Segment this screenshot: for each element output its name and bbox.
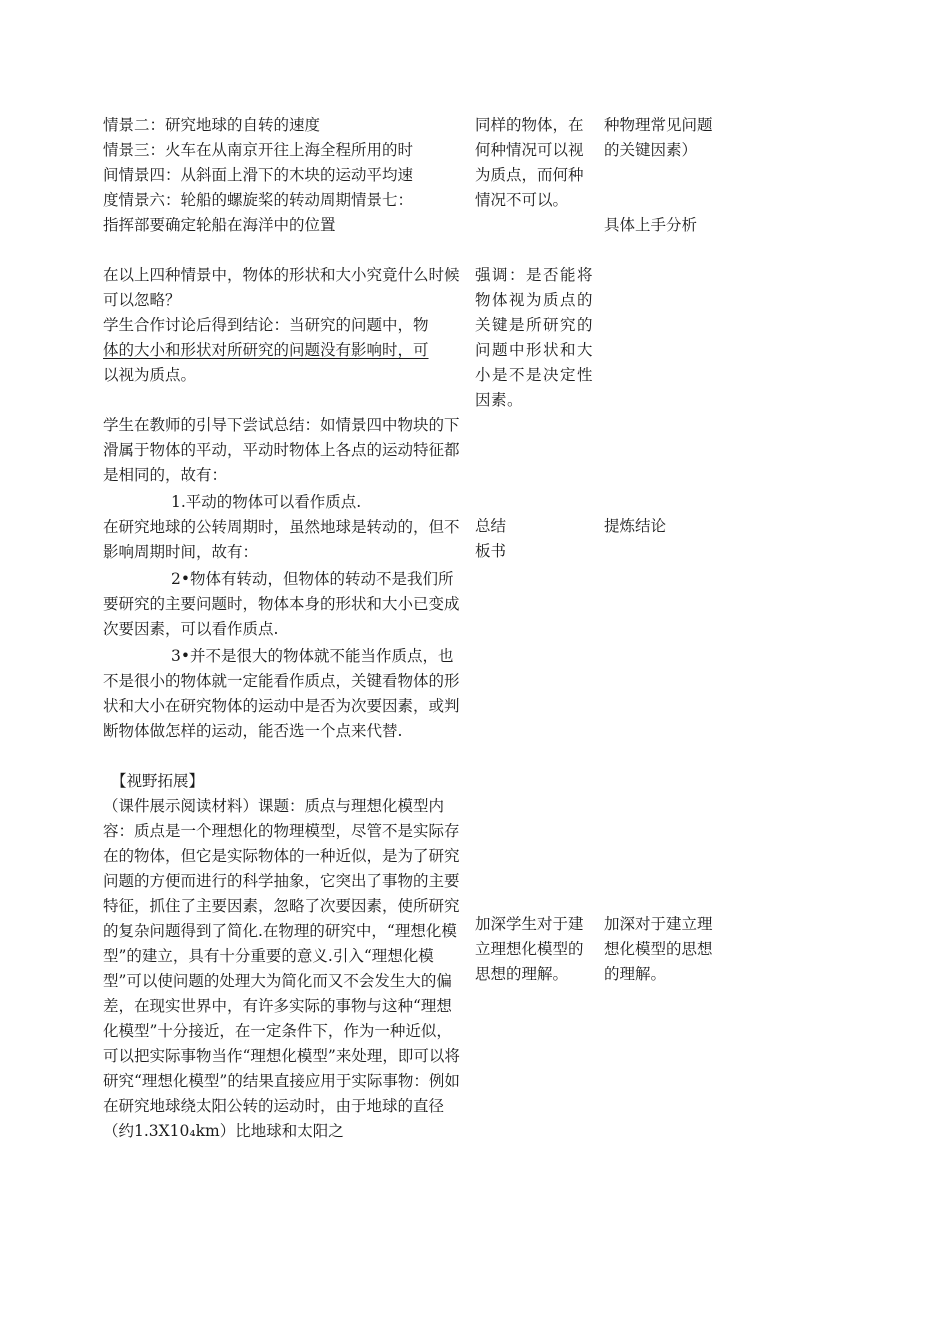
conclusion-underlined: 体的大小和形状对所研究的问题没有影响时，可 — [103, 341, 429, 359]
mid-block-3-line2: 板书 — [475, 542, 507, 560]
mid-block-1: 同样的物体，在何种情况可以视为质点，而何种情况不可以。 — [475, 116, 584, 209]
conclusion-paragraph — [103, 313, 465, 388]
scenario-line: 间情景四：从斜面上滑下的木块的运动平均速 — [103, 166, 414, 184]
scenario-line: 度情景六：轮船的螺旋桨的转动周期情景七： — [103, 191, 414, 209]
conclusion-prefix: 学生合作讨论后得到结论：当研究的问题中，物 — [103, 316, 429, 334]
right-block-1: 种物理常见问题的关键因素） — [604, 116, 713, 159]
conclusion-suffix: 以视为质点。 — [103, 366, 197, 384]
point-3-text: 并不是很大的物体就不能当作质点，也不是很小的物体就一定能看作质点，关键看物体的形状和大小在研究物体的运动中是否为次要因素，或判断物体做怎样的运动，能否选一个点来代替. — [103, 647, 460, 740]
orbit-paragraph: 在研究地球的公转周期时，虽然地球是转动的，但不影响周期时间，故有： — [103, 518, 460, 561]
mid-block-3 — [475, 514, 593, 564]
right-block-4: 加深对于建立理想化模型的思想的理解。 — [604, 915, 713, 983]
main-column — [103, 113, 465, 1144]
point-3 — [103, 644, 465, 744]
point-2-number: 2• — [171, 570, 191, 588]
right-block-3: 提炼结论 — [604, 517, 667, 535]
point-2-text: 物体有转动，但物体的转动不是我们所要研究的主要问题时，物体本身的形状和大小已变成次要因素，可以看作质点. — [103, 570, 460, 638]
mid-block-2: 强调：是否能将物体视为质点的关键是所研究的问题中形状和大小是不是决定性因素。 — [475, 266, 593, 409]
scenario-line: 指挥部要确定轮船在海洋中的位置 — [103, 216, 336, 234]
expansion-body: （课件展示阅读材料）课题：质点与理想化模型内容：质点是一个理想化的物理模型，尽管不是实际存在的物体，但它是实际物体的一种近似，是为了研究问题的方便而进行的科学抽象，它突出了事物的主要特征，抓住了主要因素，忽略了次要因素，使所研究的复杂问题得到了简化.在物理的研究中，“理想化模型”的建立，具有十分重要的意义.引入“理想化模型”可以使问题的处理大为简化而又不会发生大的偏差，在现实世界中，有许多实际的事物与这种“理想化模型”十分接近，在一定条件下，作为一种近似，可以把实际事物当作“理想化模型”来处理，即可以将研究“理想化模型”的结果直接应用于实际事物：例如在研究地球绕太阳公转的运动时，由于地球的直径（约1.3X10₄km）比地球和太阳之 — [103, 797, 460, 1140]
mid-block-3-line1: 总结 — [475, 517, 507, 535]
summary-intro: 学生在教师的引导下尝试总结：如情景四中物块的下滑属于物体的平动，平动时物体上各点的运动特征都是相同的，故有： — [103, 416, 460, 484]
mid-block-4: 加深学生对于建立理想化模型的思想的理解。 — [475, 915, 584, 983]
right-block-2: 具体上手分析 — [604, 216, 698, 234]
scenario-line: 情景三：火车在从南京开往上海全程所用的时 — [103, 141, 414, 159]
expansion-title: 【视野拓展】 — [111, 772, 205, 790]
point-3-number: 3• — [171, 647, 191, 665]
point-1: 1.平动的物体可以看作质点. — [171, 493, 362, 511]
scenario-line: 情景二：研究地球的自转的速度 — [103, 116, 321, 134]
point-2 — [103, 567, 465, 642]
question-paragraph: 在以上四种情景中，物体的形状和大小究竟什么时候可以忽略？ — [103, 266, 460, 309]
